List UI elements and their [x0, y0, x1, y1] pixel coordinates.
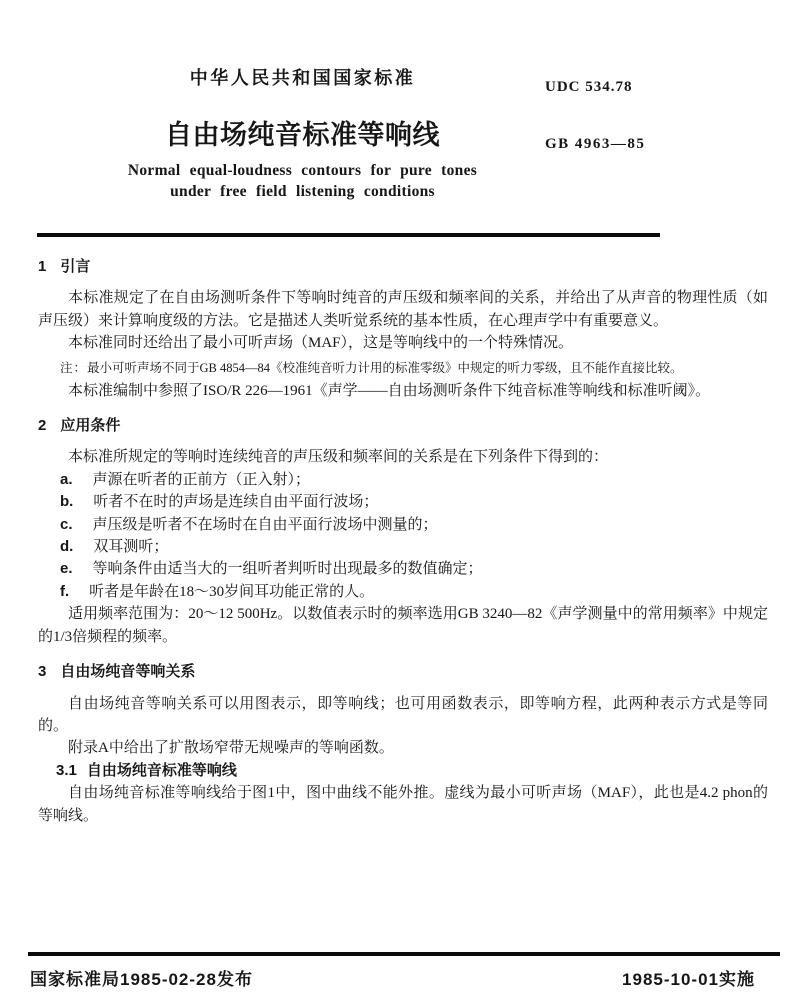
section-3-1-heading [38, 760, 768, 782]
national-standard-label: 中华人民共和国国家标准 [189, 68, 416, 88]
section-1-note [60, 358, 768, 378]
section-3-heading [38, 661, 768, 683]
footer-effective-date: 1985-10-01实施 [622, 970, 755, 989]
section-3-number: 3 [38, 663, 47, 681]
list-item-text: 听者不在时的声场是连续自由平面行波场； [93, 494, 379, 511]
document-title-cn: 自由场纯音标准等响线 [165, 120, 440, 150]
section-1-paragraph-1: 本标准规定了在自由场测听条件下等响时纯音的声压级和频率间的关系，并给出了从声音的物理性质（如声压级）来计算响度级的方法。它是描述人类听觉系统的基本性质，在心理声学中有重要意义。 [38, 290, 768, 329]
document-body [38, 256, 768, 827]
list-item-text: 双耳测听； [93, 539, 169, 556]
list-item-marker: d. [60, 538, 74, 556]
note-text: 最小可听声场不同于GB 4854—84《校准纯音听力计用的标准零级》中规定的听力零级，且不能作直接比较。 [87, 360, 683, 375]
footer-issued-date: 国家标准局1985-02-28发布 [30, 970, 253, 989]
section-1-number: 1 [38, 258, 47, 275]
list-item [38, 536, 768, 558]
section-3-1-title: 自由场纯音标准等响线 [86, 761, 237, 779]
standard-number: GB 4963—85 [545, 136, 646, 152]
section-3-1-number: 3.1 [56, 761, 77, 779]
list-item [38, 558, 768, 580]
list-item-text: 声源在听者的正前方（正入射）； [92, 471, 311, 488]
list-item [38, 491, 768, 513]
header-divider [37, 233, 660, 237]
section-1-title: 引言 [60, 258, 91, 275]
udc-number: UDC 534.78 [545, 79, 633, 95]
footer-divider [28, 952, 780, 956]
section-2-number: 2 [38, 417, 47, 435]
section-2-paragraph-1: 本标准所规定的等响时连续纯音的声压级和频率间的关系是在下列条件下得到的： [68, 449, 609, 466]
section-3-paragraph-1: 自由场纯音等响关系可以用图表示，即等响线；也可用函数表示，即等响方程，此两种表示方式是等同的。 [38, 695, 768, 734]
list-item-text: 听者是年龄在18～30岁间耳功能正常的人。 [89, 583, 375, 600]
section-2-heading [38, 415, 768, 437]
section-1-paragraph-2: 本标准同时还给出了最小可听声场（MAF），这是等响线中的一个特殊情况。 [68, 335, 574, 352]
list-item-marker: b. [60, 493, 74, 511]
section-1-paragraph-3: 本标准编制中参照了ISO/R 226—1961《声学——自由场测听条件下纯音标准等响线和标准听阈》。 [68, 382, 711, 399]
section-3-1-paragraph-1: 自由场纯音标准等响线给于图1中，图中曲线不能外推。虚线为最小可听声场（MAF），此也是4.2 phon的等响线。 [38, 785, 768, 824]
section-1-heading [38, 256, 768, 278]
section-2-title: 应用条件 [60, 417, 121, 435]
list-item [38, 514, 768, 536]
list-item-text: 等响条件由适当大的一组听者判听时出现最多的数值确定； [92, 561, 483, 578]
list-item-marker: e. [60, 560, 73, 578]
section-3-title: 自由场纯音等响关系 [60, 663, 196, 681]
note-label: 注： [60, 360, 88, 375]
section-2-paragraph-2: 适用频率范围为：20～12 500Hz。以数值表示时的频率选用GB 3240—82《声学测量中的常用频率》中规定的1/3倍频程的频率。 [38, 606, 768, 645]
document-title-en-line2: under free field listening conditions [170, 183, 435, 200]
section-3-paragraph-2: 附录A中给出了扩散场窄带无规噪声的等响函数。 [68, 740, 394, 757]
list-item-marker: f. [60, 582, 70, 600]
list-item [38, 469, 768, 491]
document-title-en-line1: Normal equal-loudness contours for pure tones [127, 162, 478, 179]
condition-list [38, 469, 768, 603]
list-item-marker: a. [60, 470, 73, 488]
list-item [38, 581, 768, 603]
list-item-text: 声压级是听者不在场时在自由平面行波场中测量的； [92, 516, 438, 533]
list-item-marker: c. [60, 515, 73, 533]
